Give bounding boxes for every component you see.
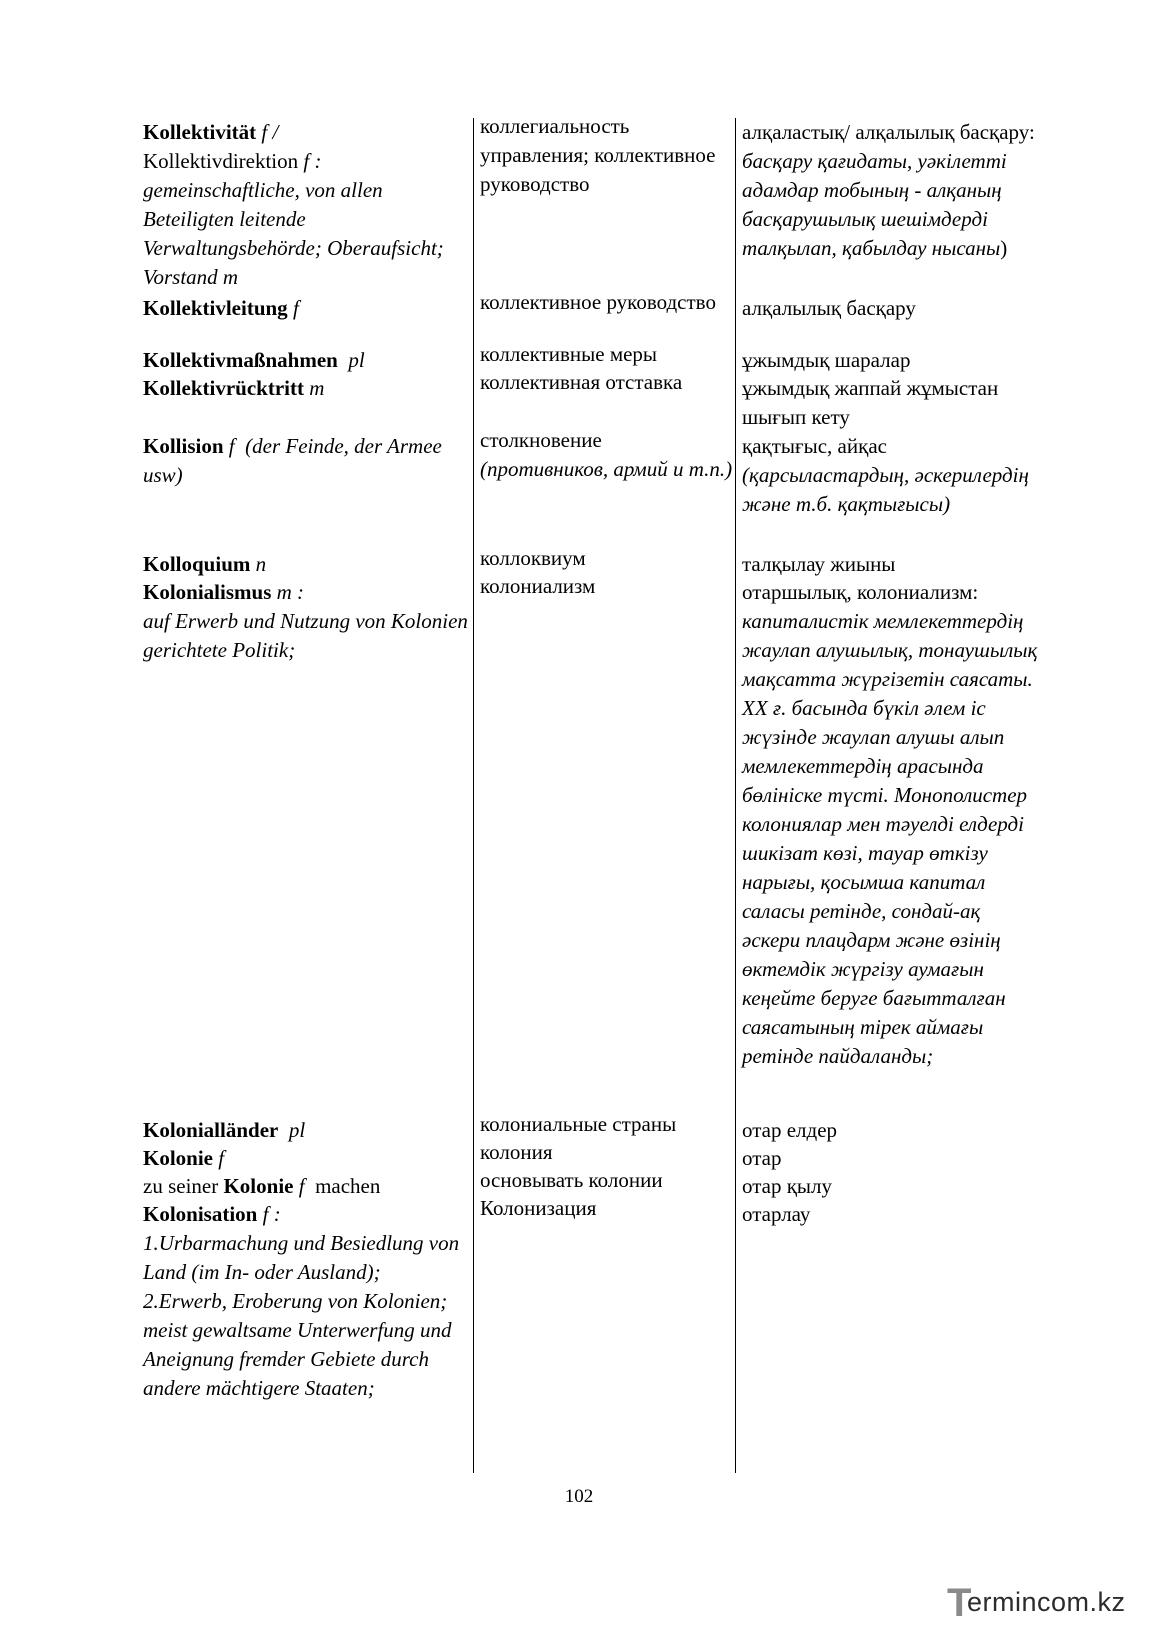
entry-kollektivrucktritt-kk: ұжымдық жаппай жұмыстан шығып кету (742, 376, 999, 429)
entry-kolonialismus-ru: колониализм (480, 574, 596, 598)
entry-kolloquium-kk: талқылау жиыны (742, 552, 896, 576)
entry-kolloquium-de: Kolloquium n (143, 552, 267, 576)
entry-kollektivmassnahmen-ru: коллективные меры (480, 342, 658, 366)
page-number: 102 (564, 1486, 594, 1507)
entry-kollektivleitung-ru: коллективное руководство (480, 290, 716, 314)
entry-kolonialismus-de: Kolonialismus m : auf Erwerb und Nutzung von Kolonien gerichtete Politik; (143, 580, 468, 662)
entry-kolonialismus-kk: отаршылық, колониализм: капиталистік мемлекеттердің жаулап алушылық, тонаушылық мақсатта жүргізетін саясаты. XX ғ. басында бүкіл әлем іс жүзінде жаулап алушы алып мемлекеттердің арасында бөлініске түсті. Монополистер колониялар мен тәуелді елдерді шикізат көзі, тауар өткізу нарығы, қосымша капитал саласы ретінде, сондай-ақ әскери плацдарм және өзінің өктемдік жүргізу аумағын кеңейте беруге бағытталған саясатының тірек аймағы ретінде пайдаланды; (742, 580, 1038, 1068)
entry-kolonie-ru: колония (480, 1140, 553, 1164)
entry-kolloquium-ru: коллоквиум (480, 546, 586, 570)
russian-column (473, 114, 735, 1473)
entry-kollektivleitung-de: Kollektivleitung f (143, 296, 299, 320)
german-column (143, 118, 468, 1473)
entry-koloniallander-de: Kolonialländer pl (143, 1118, 306, 1142)
logo-text: ermincom.kz (967, 1587, 1126, 1617)
entry-kollision-ru: столкновение (противников, армий и т.п.) (480, 428, 733, 481)
entry-kollektivitat-kk: алқаластық/ алқалылық басқару: басқару қағидаты, уәкілетті адамдар тобының - алқаның басқарушылық шешімдерді талқылап, қабылдау нысаны) (742, 120, 1035, 260)
logo-initial: T (947, 1581, 972, 1625)
entry-kollektivrucktritt-de: Kollektivrücktritt m (143, 376, 325, 400)
entry-kollektivrucktritt-ru: коллективная отставка (480, 370, 683, 394)
entry-kolonie-de: Kolonie f (143, 1146, 225, 1170)
entry-koloniallander-kk: отар елдер (742, 1118, 838, 1142)
kazakh-column (735, 118, 1042, 1473)
entry-kollektivitat-ru: коллегиальность управления; коллективное руководство (480, 114, 716, 196)
entry-kolonisation-de: Kolonisation f : 1.Urbarmachung und Besiedlung von Land (im In- oder Ausland); 2.Erwerb, Eroberung von Kolonien; meist gewaltsame Unterwerfung und Aneignung fremder Gebiete durch andere mächtigere Staaten; (143, 1202, 460, 1400)
entry-kolonie-machen-kk: отар қылу (742, 1174, 833, 1198)
entry-kollektivmassnahmen-kk: ұжымдық шаралар (742, 348, 911, 372)
entry-kollektivitat-de: Kollektivität f / Kollektivdirektion f : gemeinschaftliche, von allen Beteiligten leitende Verwaltungsbehörde; Oberaufsicht; Vorstand m (143, 120, 444, 289)
entry-kollektivmassnahmen-de: Kollektivmaßnahmen pl (143, 348, 365, 372)
entry-kolonie-machen-ru: основывать колонии (480, 1168, 663, 1192)
termincom-logo[interactable] (947, 1581, 1147, 1629)
entry-kollision-de: Kollision f (der Feinde, der Armee usw) (143, 434, 442, 487)
dictionary-table (143, 114, 1043, 1478)
entry-kolonisation-ru: Колонизация (480, 1196, 597, 1220)
entry-kollektivleitung-kk: алқалылық басқару (742, 296, 916, 320)
entry-koloniallander-ru: колониальные страны (480, 1112, 677, 1136)
entry-kolonisation-kk: отарлау (742, 1202, 811, 1226)
entry-kolonie-kk: отар (742, 1146, 782, 1170)
entry-kolonie-machen-de: zu seiner Kolonie f machen (143, 1174, 381, 1198)
entry-kollision-kk: қақтығыс, айқас (қарсыластардың, әскерилердің және т.б. қақтығысы) (742, 434, 1029, 516)
